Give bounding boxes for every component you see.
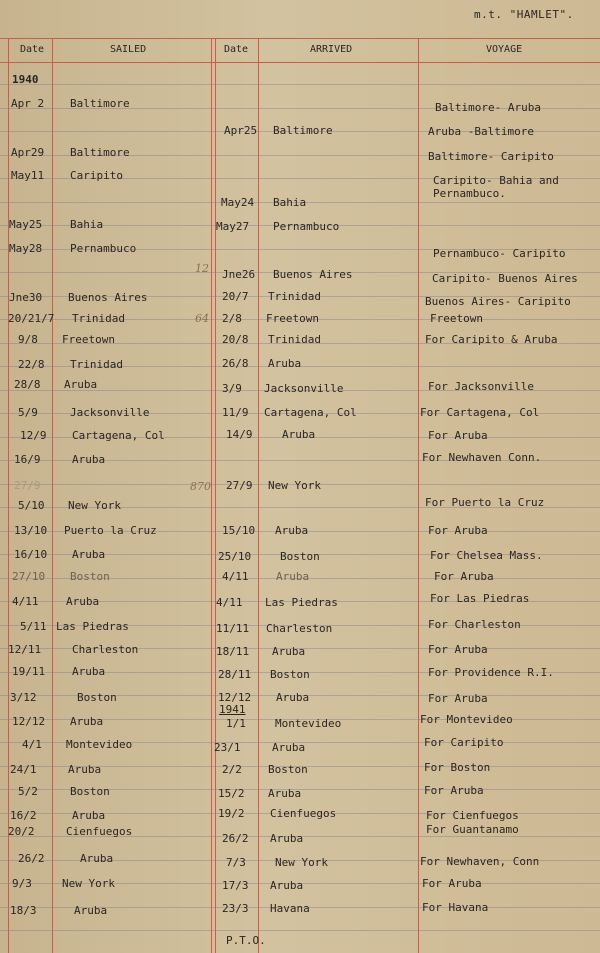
voyage-entry: Caripito- Buenos Aires [432, 272, 578, 285]
sailed-date: 5/9 [18, 406, 38, 419]
arrived-date: 2/2 [222, 763, 242, 776]
arrived-date: 17/3 [222, 879, 249, 892]
arrived-date: 28/11 [218, 668, 252, 681]
arrived-date: 3/9 [222, 382, 242, 395]
sailed-place: Aruba [72, 548, 106, 561]
arrived-place: Cienfuegos [270, 807, 337, 820]
voyage-entry: For Jacksonville [428, 380, 534, 393]
sailed-date: 20/2 [8, 825, 35, 838]
sailed-date: 20/21/7 [8, 312, 55, 325]
sailed-place: Aruba [74, 904, 108, 917]
voyage-entry: For Cienfuegos [426, 809, 519, 822]
sailed-place: Puerto la Cruz [64, 524, 157, 537]
sailed-place: New York [62, 877, 115, 890]
arrived-date: 4/11 [216, 596, 243, 609]
arrived-place: Aruba [268, 787, 302, 800]
voyage-entry: For Newhaven, Conn [420, 855, 540, 868]
sailed-place: Charleston [72, 643, 139, 656]
arrived-date: Apr25 [224, 124, 258, 137]
sailed-place: Aruba [80, 852, 114, 865]
sailed-place: Freetown [62, 333, 115, 346]
arrived-place: Aruba [276, 570, 310, 583]
arrived-date: 4/11 [222, 570, 249, 583]
sailed-date: 4/11 [12, 595, 39, 608]
voyage-entry: For Boston [424, 761, 491, 774]
sailed-date: 13/10 [14, 524, 48, 537]
please-turn-over: P.T.O. [226, 934, 266, 947]
ledger-rule [0, 84, 600, 85]
sailed-date: May25 [9, 218, 43, 231]
arrived-date: 7/3 [226, 856, 246, 869]
sailed-place: Boston [77, 691, 117, 704]
header-date-sailed: Date [20, 44, 45, 55]
arrived-place: Aruba [270, 879, 304, 892]
ledger-rule [0, 930, 600, 931]
voyage-entry: Baltimore- Caripito [428, 150, 554, 163]
sailed-date: 3/12 [10, 691, 37, 704]
voyage-entry: For Providence R.I. [428, 666, 554, 679]
arrived-place: Boston [270, 668, 310, 681]
voyage-entry: Caripito- Bahia and [433, 174, 559, 187]
arrived-place: New York [275, 856, 328, 869]
arrived-date: 12/12 [218, 691, 252, 704]
sailed-date: 4/1 [22, 738, 42, 751]
voyage-entry: For Cartagena, Col [420, 406, 540, 419]
voyage-entry: Pernambuco- Caripito [433, 247, 566, 260]
sailed-place: Las Piedras [56, 620, 129, 633]
voyage-entry: For Aruba [424, 784, 484, 797]
sailed-place: Cartagena, Col [72, 429, 165, 442]
voyage-entry: For Aruba [434, 570, 494, 583]
voyage-entry: For Aruba [428, 429, 488, 442]
sailed-date: 5/10 [18, 499, 45, 512]
arrived-date: 27/9 [226, 479, 253, 492]
sailed-date: 9/3 [12, 877, 32, 890]
sailed-place: Baltimore [70, 97, 130, 110]
sailed-place: Buenos Aires [68, 291, 148, 304]
arrived-date: 11/11 [216, 622, 250, 635]
sailed-date: 24/1 [10, 763, 37, 776]
sailed-place: Bahia [70, 218, 104, 231]
sailed-place: Jacksonville [70, 406, 150, 419]
arrived-date: May24 [221, 196, 255, 209]
voyage-entry: For Las Piedras [430, 592, 530, 605]
sailed-place: Montevideo [66, 738, 133, 751]
arrived-date: 26/2 [222, 832, 249, 845]
header-date-arrived: Date [224, 44, 249, 55]
arrived-place: Aruba [272, 645, 306, 658]
arrived-place: Havana [270, 902, 310, 915]
arrived-date: 20/8 [222, 333, 249, 346]
voyage-entry: Baltimore- Aruba [435, 101, 541, 114]
arrived-date: 2/8 [222, 312, 242, 325]
arrived-date: 25/10 [218, 550, 252, 563]
sailed-date: 28/8 [14, 378, 41, 391]
header-voyage: VOYAGE [486, 44, 523, 55]
voyage-entry: For Montevideo [420, 713, 513, 726]
sailed-date: Apr29 [11, 146, 45, 159]
ship-title: m.t. "HAMLET". [474, 8, 574, 21]
pencil-mark: 12 [195, 262, 209, 275]
sailed-place: Aruba [64, 378, 98, 391]
arrived-place: Boston [280, 550, 320, 563]
sailed-place: Aruba [68, 763, 102, 776]
pencil-mark: 870 [190, 480, 211, 493]
arrived-place: Aruba [276, 691, 310, 704]
sailed-date: 16/9 [14, 453, 41, 466]
arrived-date: 23/3 [222, 902, 249, 915]
arrived-date: 19/2 [218, 807, 245, 820]
header-arrived: ARRIVED [310, 44, 353, 55]
arrived-date: 11/9 [222, 406, 249, 419]
header-sailed: SAILED [110, 44, 147, 55]
header-bottom-line [0, 62, 600, 63]
sailed-place: Boston [70, 785, 110, 798]
voyage-entry: For Chelsea Mass. [430, 549, 543, 562]
sailed-place: Aruba [66, 595, 100, 608]
sailed-date: 16/10 [14, 548, 48, 561]
sailed-place: New York [68, 499, 121, 512]
voyage-entry: For Puerto la Cruz [425, 496, 545, 509]
sailed-date: 12/9 [20, 429, 47, 442]
arrived-date: 26/8 [222, 357, 249, 370]
arrived-date: 18/11 [216, 645, 250, 658]
sailed-date: 5/11 [20, 620, 47, 633]
arrived-place: Boston [268, 763, 308, 776]
arrived-place: Pernambuco [273, 220, 340, 233]
sailed-place: Aruba [72, 809, 106, 822]
voyage-entry: For Aruba [428, 692, 488, 705]
sailed-date: 9/8 [18, 333, 38, 346]
arrived-place: New York [268, 479, 321, 492]
sailed-date: May28 [9, 242, 43, 255]
voyage-entry: For Charleston [428, 618, 521, 631]
arrived-place: Bahia [273, 196, 307, 209]
voyage-entry: For Aruba [428, 524, 488, 537]
arrived-place: Jacksonville [264, 382, 344, 395]
arrived-place: Charleston [266, 622, 333, 635]
sailed-date: 27/10 [12, 570, 46, 583]
column-divider [52, 38, 53, 953]
voyage-entry: For Newhaven Conn. [422, 451, 542, 464]
sailed-place: Caripito [70, 169, 123, 182]
arrived-place: Cartagena, Col [264, 406, 357, 419]
sailed-date-faded: 27/9 [14, 479, 41, 492]
column-divider [211, 38, 212, 953]
arrived-date: May27 [216, 220, 250, 233]
sailed-place: Aruba [72, 665, 106, 678]
year-label: 1940 [12, 73, 39, 86]
sailed-date: 12/12 [12, 715, 46, 728]
voyage-entry: For Caripito & Aruba [425, 333, 558, 346]
sailed-date: 16/2 [10, 809, 37, 822]
voyage-entry: Pernambuco. [433, 187, 506, 200]
sailed-date: Jne30 [9, 291, 43, 304]
voyage-entry: For Aruba [428, 643, 488, 656]
arrived-place: Trinidad [268, 290, 321, 303]
arrived-place: Freetown [266, 312, 319, 325]
sailed-date: 26/2 [18, 852, 45, 865]
column-divider [8, 38, 9, 953]
sailed-date: 5/2 [18, 785, 38, 798]
arrived-place: Buenos Aires [273, 268, 353, 281]
pencil-mark: 64 [195, 312, 209, 325]
sailed-place: Trinidad [70, 358, 123, 371]
sailed-place: Pernambuco [70, 242, 137, 255]
arrived-place: Aruba [268, 357, 302, 370]
arrived-date: 15/2 [218, 787, 245, 800]
voyage-entry: Freetown [430, 312, 483, 325]
arrived-place: Aruba [275, 524, 309, 537]
arrived-date: Jne26 [222, 268, 256, 281]
voyage-entry: For Caripito [424, 736, 504, 749]
arrived-place: Aruba [272, 741, 306, 754]
sailed-date: 19/11 [12, 665, 46, 678]
sailed-place: Baltimore [70, 146, 130, 159]
arrived-date: 20/7 [222, 290, 249, 303]
arrived-date: 1/1 [226, 717, 246, 730]
column-divider [418, 38, 419, 953]
arrived-place: Aruba [270, 832, 304, 845]
voyage-entry: Buenos Aires- Caripito [425, 295, 571, 308]
sailed-date: 12/11 [8, 643, 42, 656]
sailed-place: Boston [70, 570, 110, 583]
arrived-place: Aruba [282, 428, 316, 441]
sailed-date: May11 [11, 169, 45, 182]
voyage-entry: For Guantanamo [426, 823, 519, 836]
sailed-date: Apr 2 [11, 97, 45, 110]
sailed-date: 18/3 [10, 904, 37, 917]
arrived-place: Baltimore [273, 124, 333, 137]
voyage-entry: For Aruba [422, 877, 482, 890]
voyage-entry: Aruba -Baltimore [428, 125, 534, 138]
arrived-place: Montevideo [275, 717, 342, 730]
sailed-place: Trinidad [72, 312, 125, 325]
year-label: 1941 [219, 703, 246, 716]
arrived-date: 14/9 [226, 428, 253, 441]
arrived-date: 15/10 [222, 524, 256, 537]
column-divider [258, 38, 259, 953]
arrived-date: 23/1 [214, 741, 241, 754]
sailed-place: Aruba [70, 715, 104, 728]
arrived-place: Trinidad [268, 333, 321, 346]
voyage-entry: For Havana [422, 901, 489, 914]
column-divider [215, 38, 216, 953]
sailed-date: 22/8 [18, 358, 45, 371]
sailed-place: Cienfuegos [66, 825, 133, 838]
arrived-place: Las Piedras [265, 596, 338, 609]
header-top-line [0, 38, 600, 39]
sailed-place: Aruba [72, 453, 106, 466]
